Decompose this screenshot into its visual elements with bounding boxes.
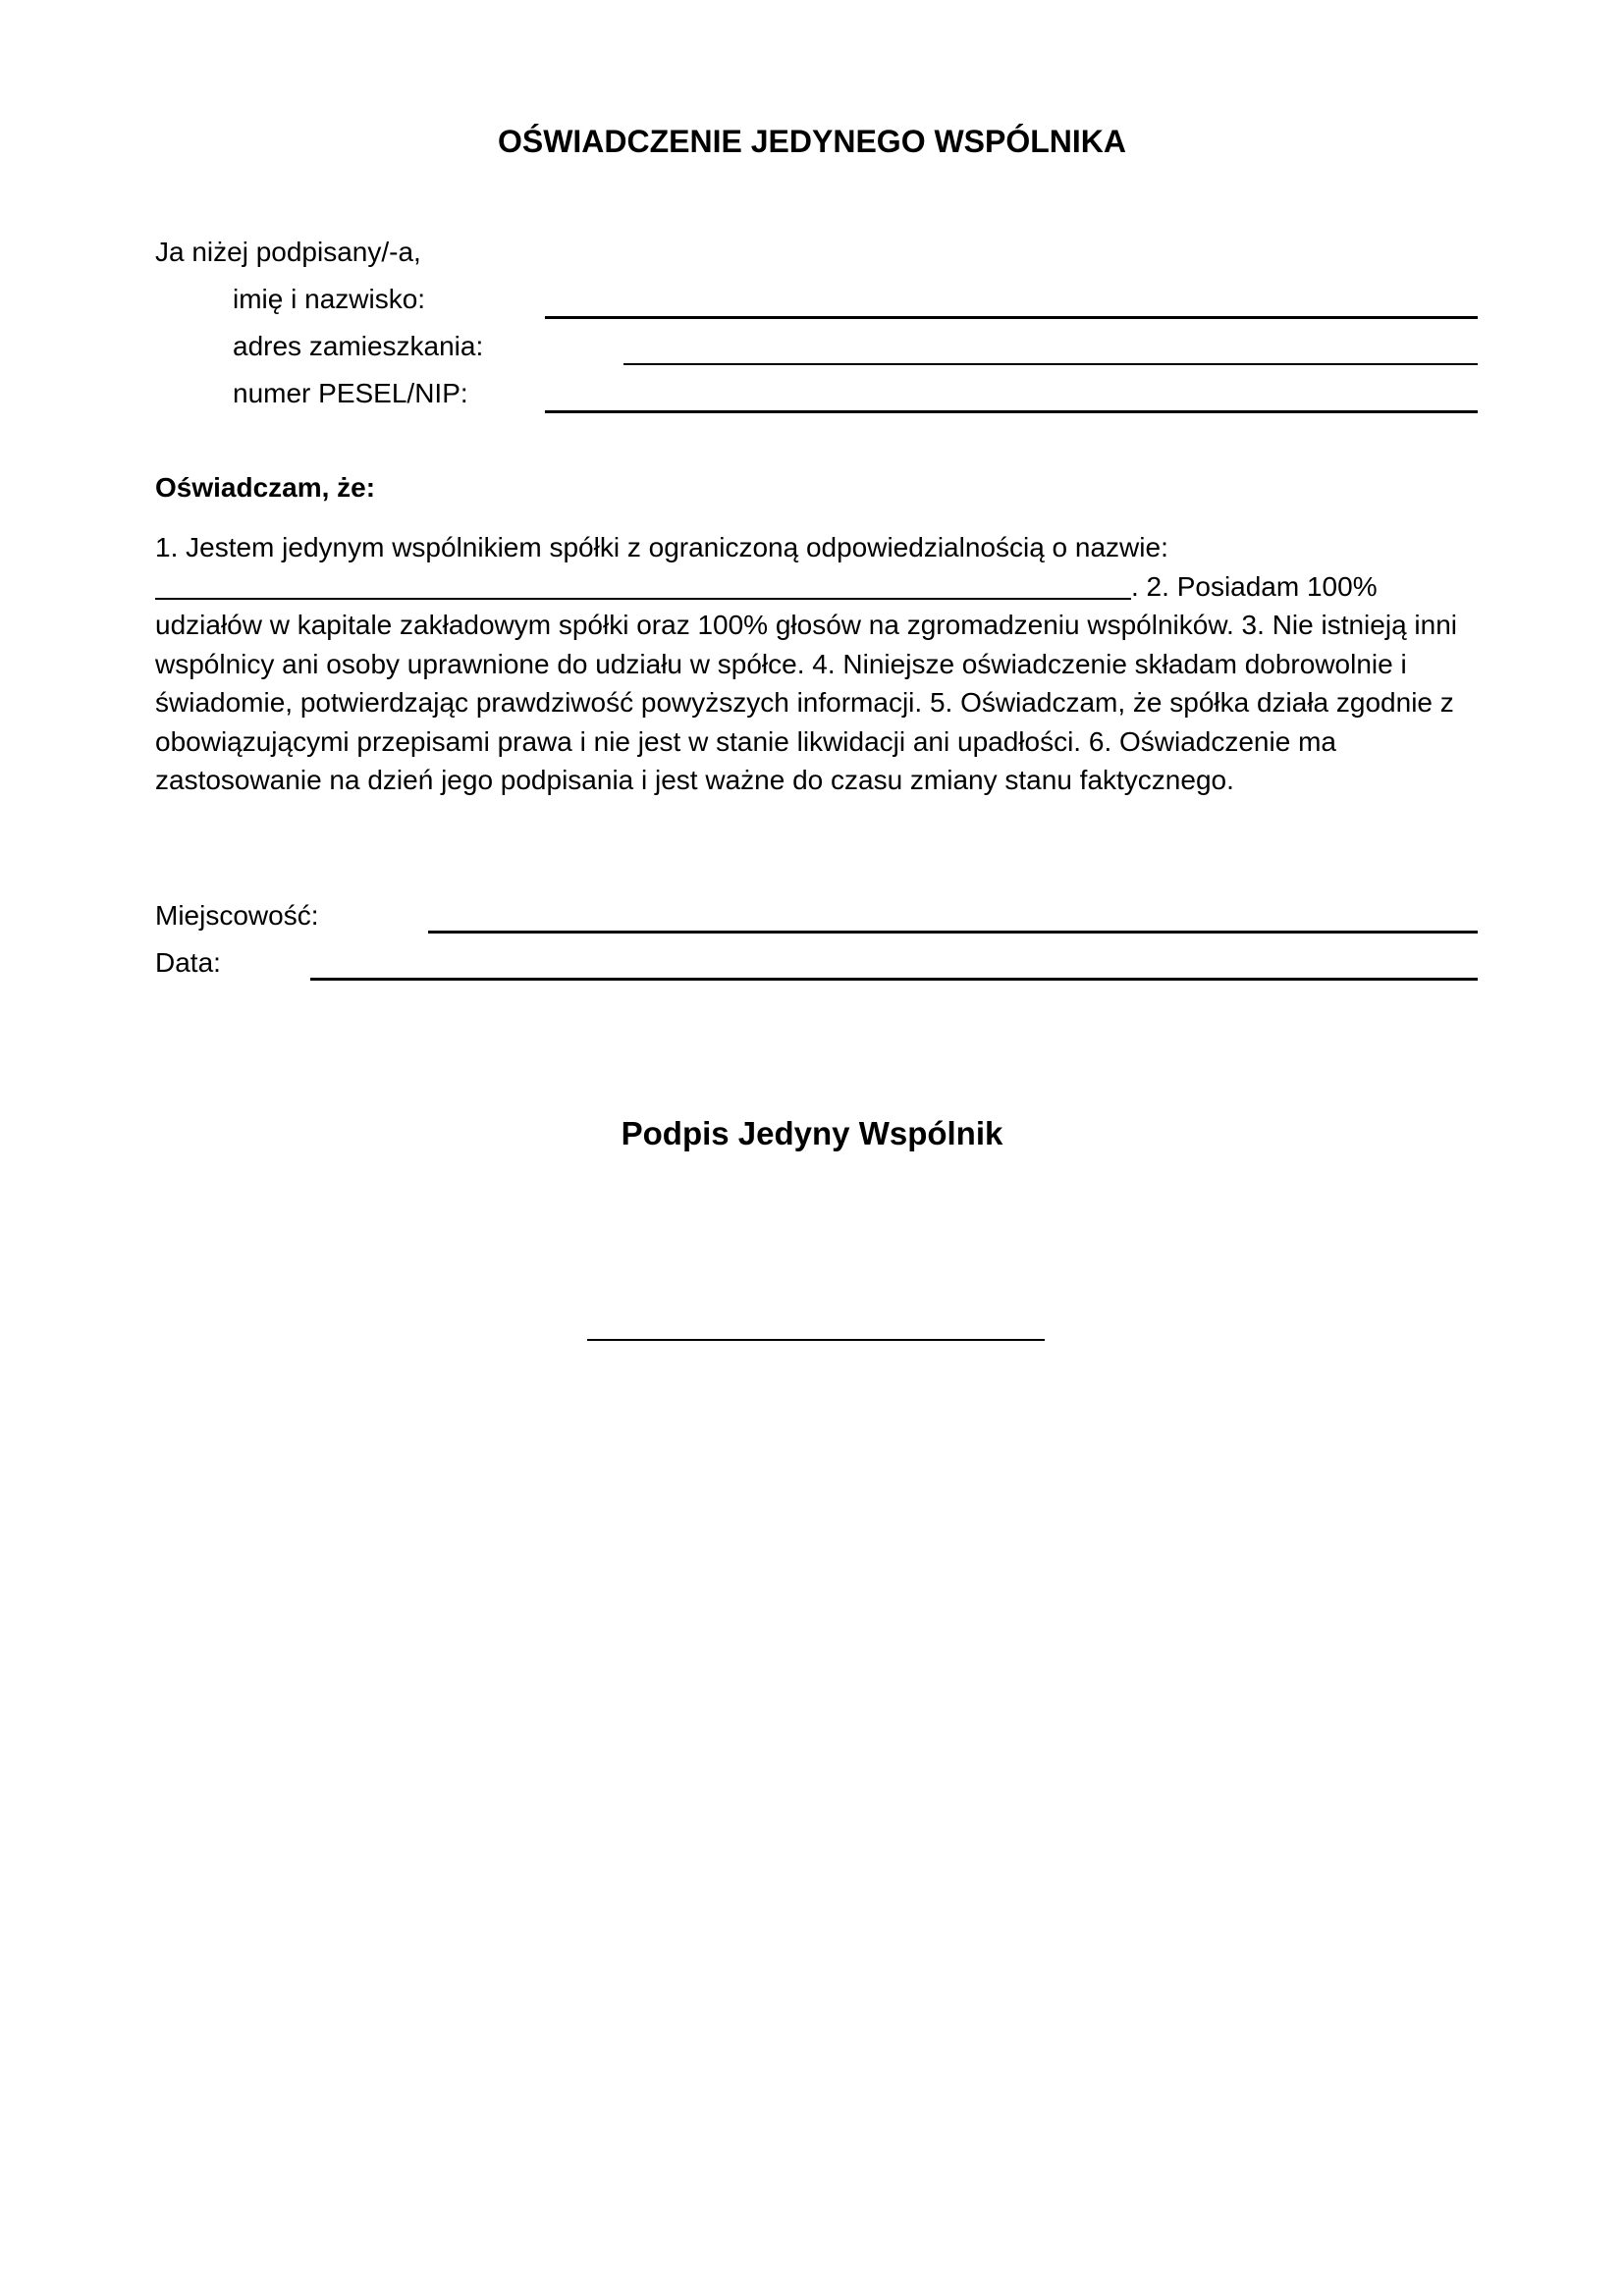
- paragraph-line-2: [155, 567, 1481, 607]
- pesel-nip-field-label: numer PESEL/NIP:: [233, 378, 468, 408]
- address-field-line[interactable]: [623, 363, 1478, 365]
- declaration-heading: Oświadczam, że:: [155, 472, 376, 503]
- place-label: Miejscowość:: [155, 900, 319, 931]
- signature-title: Podpis Jedyny Wspólnik: [621, 1115, 1003, 1151]
- address-field-label: adres zamieszkania:: [233, 331, 484, 361]
- paragraph-line-6: obowiązującymi przepisami prawa i nie jest w stanie likwidacji ani upadłości. 6. Oświadczenie ma: [155, 725, 1336, 757]
- paragraph-line-7: zastosowanie na dzień jego podpisania i jest ważne do czasu zmiany stanu faktycznego.: [155, 765, 1234, 795]
- place-line[interactable]: [428, 931, 1478, 934]
- paragraph-line-1: 1. Jestem jedynym wspólnikiem spółki z ograniczoną odpowiedzialnością o nazwie:: [155, 532, 1168, 562]
- document-title: OŚWIADCZENIE JEDYNEGO WSPÓLNIKA: [497, 124, 1127, 159]
- paragraph-line-2-text: . 2. Posiadam 100%: [1131, 570, 1378, 602]
- declaration-paragraph: [155, 528, 1481, 800]
- intro-text: Ja niżej podpisany/-a,: [155, 237, 421, 267]
- paragraph-line-5: świadomie, potwierdzając prawdziwość powyższych informacji. 5. Oświadczam, że spółka działa zgodnie z: [155, 687, 1454, 718]
- date-line[interactable]: [310, 978, 1478, 981]
- name-field-label: imię i nazwisko:: [233, 284, 426, 314]
- paragraph-line-3: udziałów w kapitale zakładowym spółki oraz 100% głosów na zgromadzeniu wspólników. 3. Nie istnieją inni: [155, 610, 1458, 640]
- pesel-nip-field-line[interactable]: [545, 410, 1478, 413]
- paragraph-line-4: wspólnicy ani osoby uprawnione do udziału w spółce. 4. Niniejsze oświadczenie składam dobrowolnie i: [155, 648, 1407, 679]
- name-field-line[interactable]: [545, 316, 1478, 319]
- company-name-blank[interactable]: [155, 570, 1131, 600]
- date-label: Data:: [155, 947, 221, 978]
- signature-line[interactable]: [587, 1339, 1045, 1341]
